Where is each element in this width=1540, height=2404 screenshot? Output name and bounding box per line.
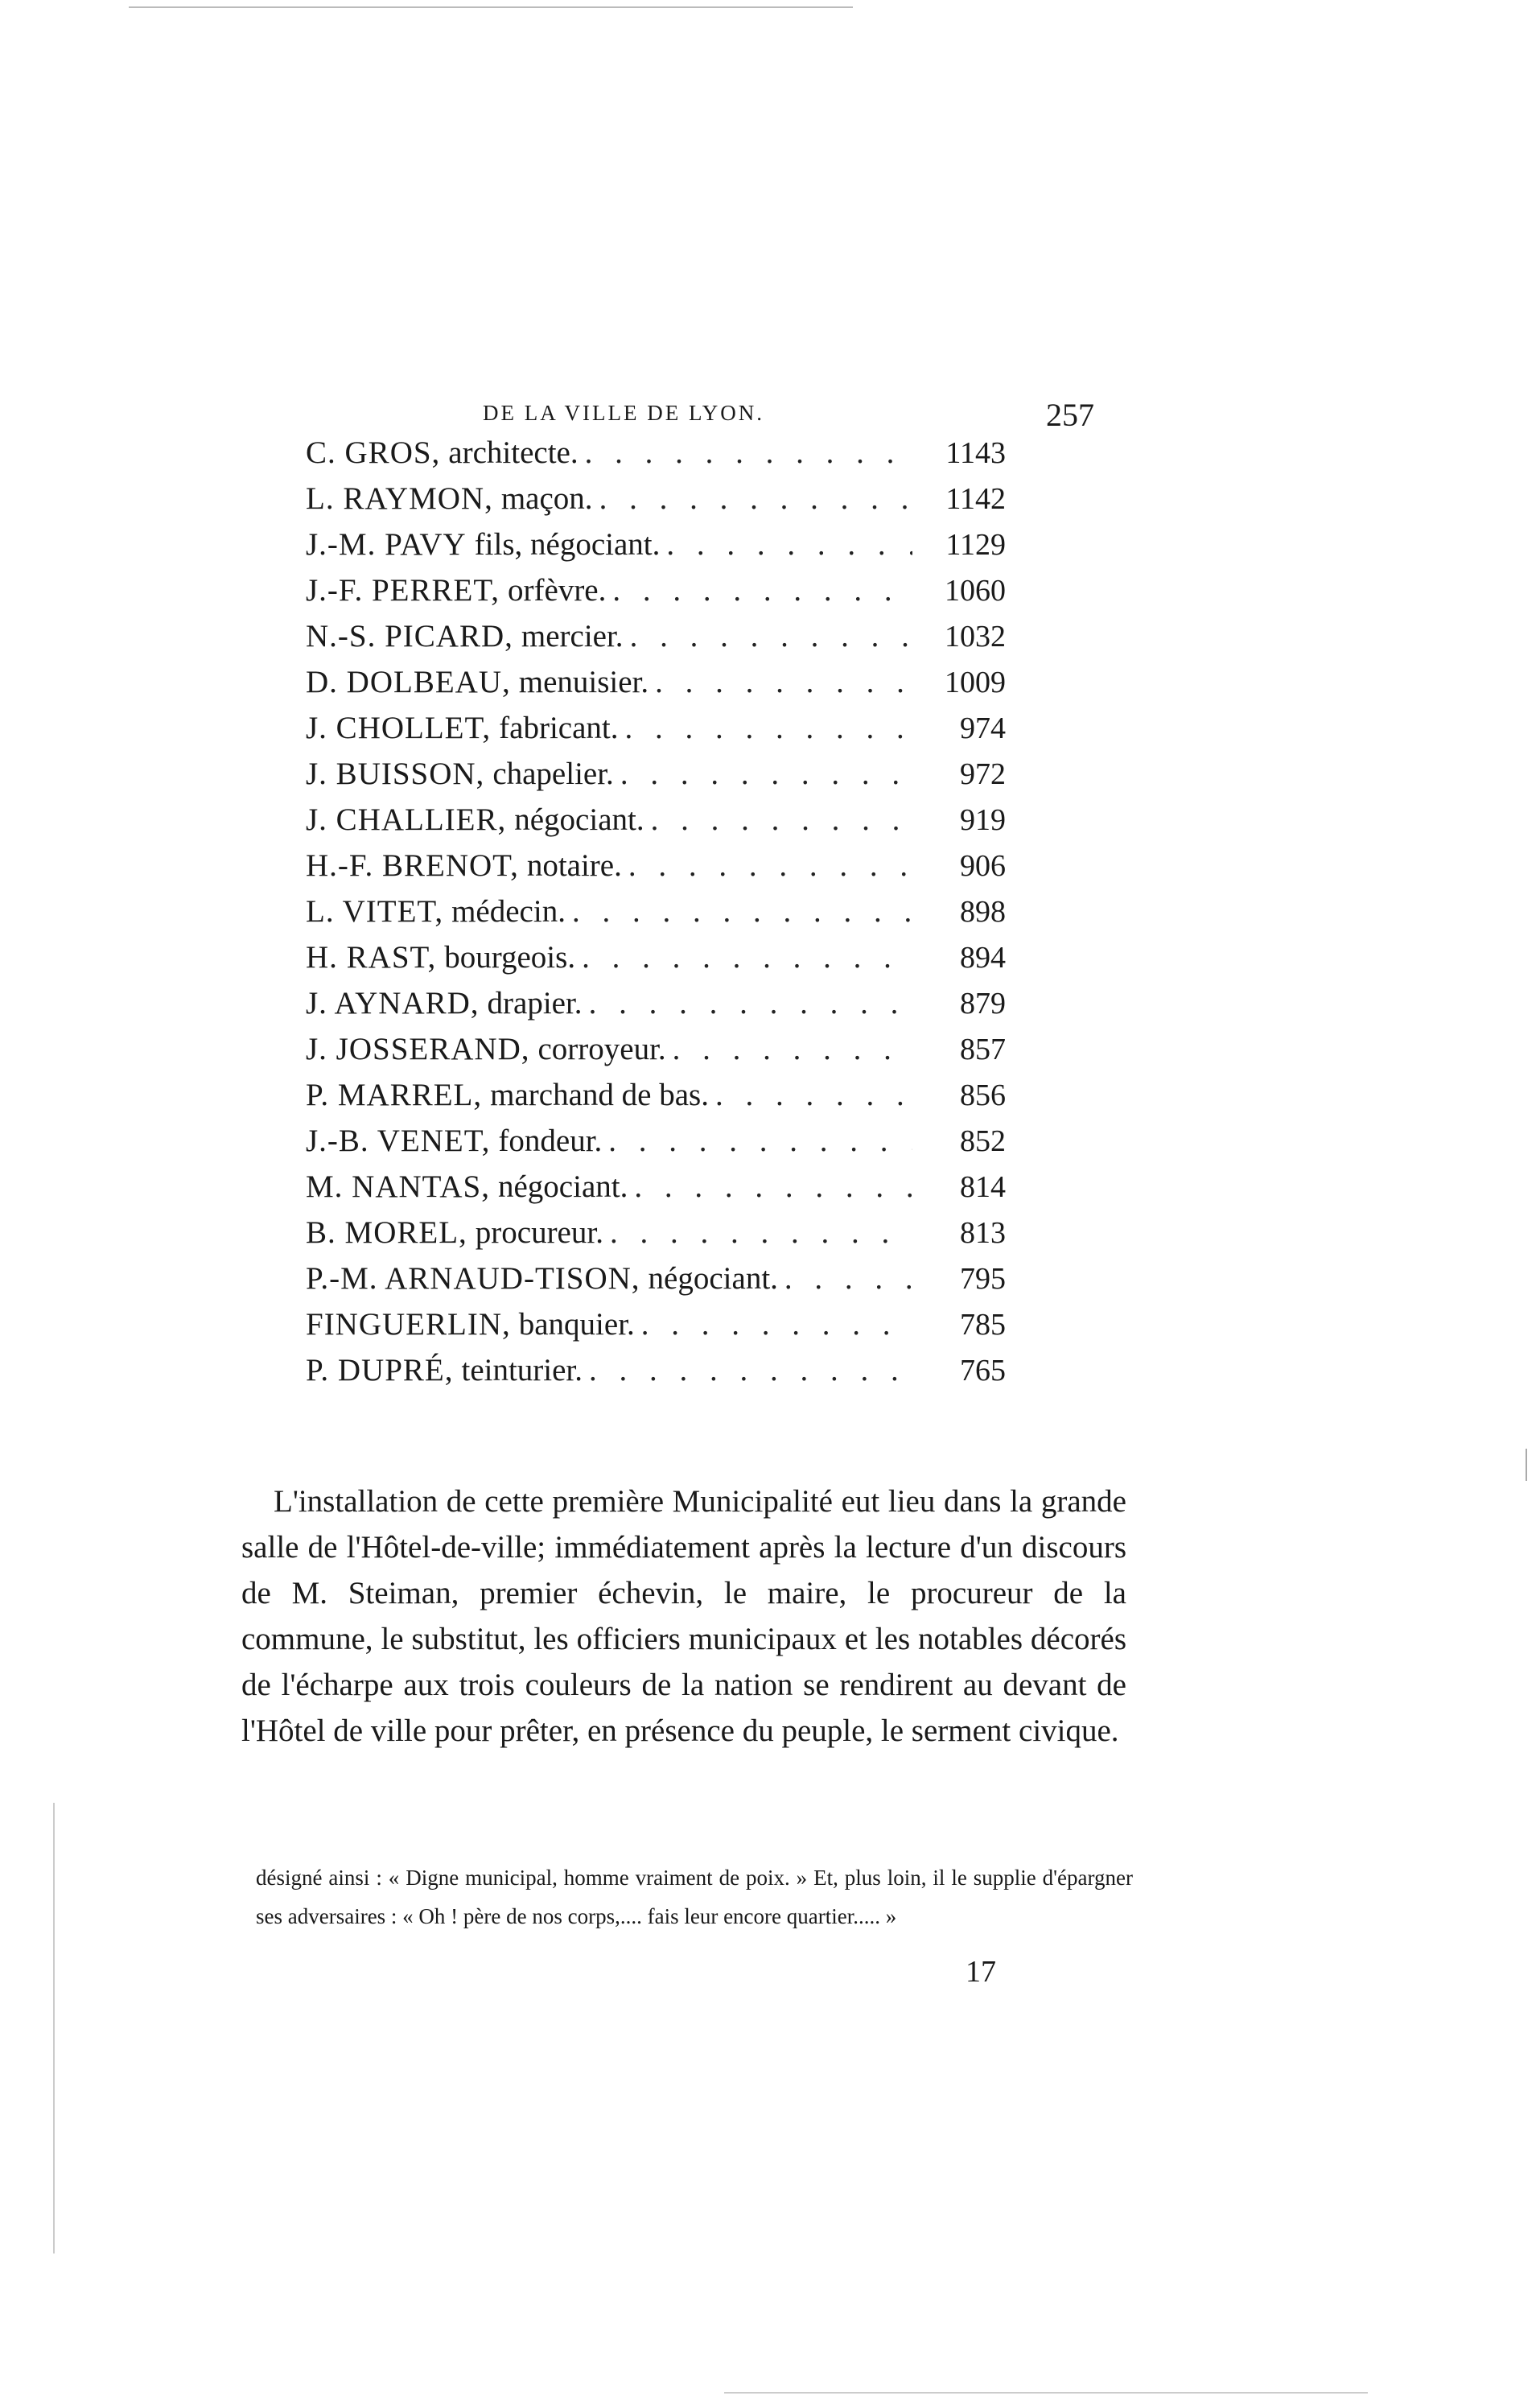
member-row (306, 435, 1006, 480)
member-profession: bourgeois. (444, 940, 576, 975)
member-profession: fils, négociant. (474, 527, 661, 562)
member-name: P. DUPRÉ, (306, 1353, 454, 1388)
member-profession: chapelier. (492, 757, 614, 791)
member-profession: orfèvre. (508, 573, 607, 608)
member-name: H. RAST, (306, 940, 437, 975)
member-row (306, 1169, 1006, 1214)
member-votes: 785 (960, 1308, 1006, 1342)
dot-leader (634, 1169, 912, 1205)
member-votes: 814 (960, 1170, 1006, 1204)
member-row (306, 1214, 1006, 1260)
member-profession: marchand de bas. (490, 1078, 709, 1112)
member-name: J. CHOLLET, (306, 711, 492, 745)
member-name: P. MARREL, (306, 1078, 483, 1112)
dot-leader (620, 756, 912, 792)
member-row (306, 664, 1006, 710)
dot-leader (625, 710, 913, 746)
member-name: L. VITET, (306, 894, 444, 929)
member-votes: 894 (960, 941, 1006, 975)
member-votes: 852 (960, 1124, 1006, 1158)
signature-mark: 17 (966, 1955, 996, 1989)
dot-leader (610, 1214, 912, 1251)
member-row (306, 480, 1006, 526)
dot-leader (655, 664, 912, 700)
bottom-edge-mark (724, 2392, 1368, 2394)
member-row (306, 939, 1006, 985)
dot-leader (666, 526, 912, 563)
dot-leader (589, 1352, 912, 1388)
running-header (483, 396, 1094, 436)
member-votes: 919 (960, 803, 1006, 837)
member-votes: 1032 (945, 620, 1006, 654)
member-name: N.-S. PICARD, (306, 619, 513, 654)
member-name: P.-M. ARNAUD-TISON, (306, 1261, 640, 1296)
dot-leader (630, 618, 912, 654)
member-row (306, 1123, 1006, 1169)
member-profession: teinturier. (461, 1353, 583, 1388)
body-paragraph: L'installation de cette première Municipalité eut lieu dans la grande salle de l'Hôtel-de-ville; immédiatement après la lecture d'un discours de M. Steiman, premier échevin, le maire, le procureur de la commune, le substitut, les officiers municipaux et les notables décorés de l'écharpe aux trois couleurs de la nation se rendirent au devant de l'Hôtel de ville pour prêter, en présence du peuple, le serment civique. (241, 1484, 1126, 1748)
member-name: J. AYNARD, (306, 986, 480, 1021)
member-profession: architecte. (448, 435, 579, 470)
dot-leader (585, 435, 912, 471)
member-profession: négociant. (514, 802, 644, 837)
member-votes: 1142 (945, 482, 1006, 516)
footnote: désigné ainsi : « Digne municipal, homme vraiment de poix. » Et, plus loin, il le supplie d'épargner ses adversaires : « Oh ! père de nos corps,.... fais leur encore quartier..... » (256, 1866, 1133, 1928)
member-name: D. DOLBEAU, (306, 665, 511, 699)
dot-leader (612, 572, 912, 608)
member-name: M. NANTAS, (306, 1169, 490, 1204)
member-row (306, 618, 1006, 664)
dot-leader (589, 985, 912, 1021)
member-name: H.-F. BRENOT, (306, 848, 519, 883)
member-row (306, 1260, 1006, 1306)
member-name: L. RAYMON, (306, 481, 493, 516)
dot-leader (608, 1123, 912, 1159)
member-profession: drapier. (487, 986, 583, 1021)
member-row (306, 1031, 1006, 1077)
top-edge-mark (129, 6, 853, 8)
member-profession: médecin. (451, 894, 566, 929)
members-list (306, 435, 1006, 1398)
dot-leader (599, 480, 912, 517)
member-profession: fabricant. (499, 711, 619, 745)
member-votes: 879 (960, 987, 1006, 1021)
page-number: 257 (1046, 397, 1094, 433)
member-row (306, 985, 1006, 1031)
member-votes: 857 (960, 1033, 1006, 1066)
member-profession: fondeur. (498, 1124, 603, 1158)
member-name: J.-B. VENET, (306, 1124, 491, 1158)
member-row (306, 756, 1006, 802)
member-votes: 974 (960, 711, 1006, 745)
member-votes: 795 (960, 1262, 1006, 1296)
dot-leader (784, 1260, 912, 1297)
member-votes: 1143 (945, 436, 1006, 470)
running-title: DE LA VILLE DE LYON. (483, 401, 764, 425)
member-votes: 972 (960, 757, 1006, 791)
member-profession: négociant. (648, 1261, 778, 1296)
member-votes: 813 (960, 1216, 1006, 1250)
member-profession: mercier. (521, 619, 624, 654)
dot-leader (651, 802, 912, 838)
member-row (306, 1077, 1006, 1123)
member-votes: 898 (960, 895, 1006, 929)
member-name: J. JOSSERAND, (306, 1032, 530, 1066)
member-row (306, 572, 1006, 618)
member-row (306, 710, 1006, 756)
dot-leader (715, 1077, 912, 1113)
member-name: J.-F. PERRET, (306, 573, 500, 608)
member-profession: menuisier. (518, 665, 649, 699)
member-profession: procureur. (475, 1215, 603, 1250)
member-profession: banquier. (518, 1307, 635, 1342)
member-name: C. GROS, (306, 435, 441, 470)
member-name: B. MOREL, (306, 1215, 467, 1250)
left-edge-mark (53, 1803, 55, 2253)
dot-leader (582, 939, 912, 975)
member-row (306, 802, 1006, 847)
member-votes: 906 (960, 849, 1006, 883)
member-votes: 856 (960, 1078, 1006, 1112)
member-row (306, 526, 1006, 572)
dot-leader (628, 847, 912, 884)
member-name: J. BUISSON, (306, 757, 485, 791)
member-row (306, 1352, 1006, 1398)
member-votes: 1009 (945, 666, 1006, 699)
member-row (306, 1306, 1006, 1352)
member-name: J. CHALLIER, (306, 802, 507, 837)
member-profession: corroyeur. (537, 1032, 666, 1066)
member-profession: notaire. (526, 848, 622, 883)
dot-leader (641, 1306, 912, 1342)
right-edge-mark (1526, 1449, 1527, 1481)
member-votes: 765 (960, 1354, 1006, 1388)
member-name: J.-M. PAVY (306, 527, 467, 562)
dot-leader (673, 1031, 912, 1067)
member-name: FINGUERLIN, (306, 1307, 511, 1342)
member-row (306, 893, 1006, 939)
member-profession: négociant. (497, 1169, 628, 1204)
dot-leader (572, 893, 912, 930)
member-votes: 1129 (945, 528, 1006, 562)
member-row (306, 847, 1006, 893)
member-votes: 1060 (945, 574, 1006, 608)
member-profession: maçon. (500, 481, 593, 516)
